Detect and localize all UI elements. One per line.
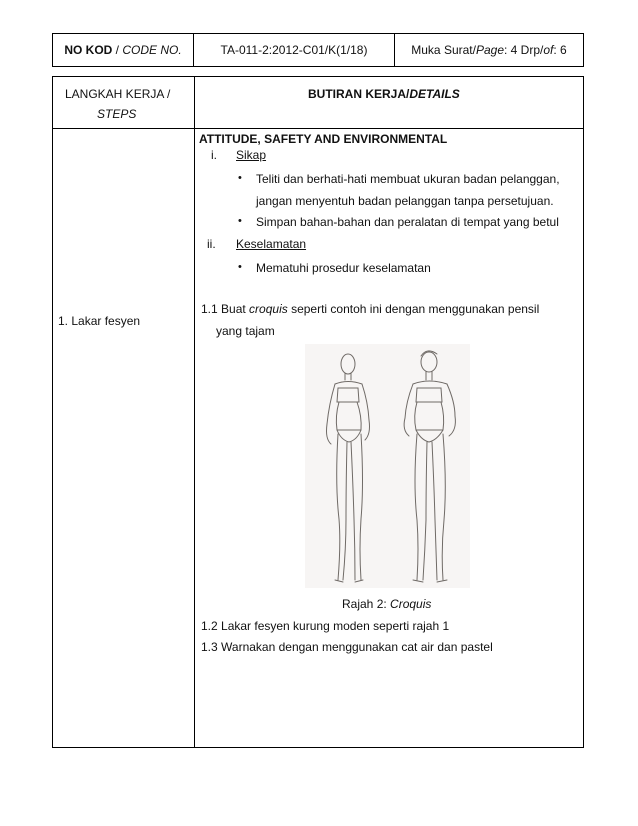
croquis-sketch bbox=[305, 344, 470, 588]
bullet-icon: • bbox=[238, 261, 242, 273]
sub-i-title: Sikap bbox=[236, 148, 267, 162]
sub-ii-title: Keselamatan bbox=[236, 237, 307, 251]
item-1-1-line2: yang tajam bbox=[216, 324, 275, 338]
croquis-figure-right bbox=[404, 351, 455, 582]
sub-ii-bullet1: Mematuhi prosedur keselamatan bbox=[256, 261, 431, 275]
col1-header-line1: LANGKAH KERJA / bbox=[65, 87, 171, 101]
croquis-figure-image bbox=[305, 344, 470, 588]
header-divider bbox=[53, 128, 583, 129]
document-header-table bbox=[52, 33, 584, 67]
item-1-3: 1.3 Warnakan dengan menggunakan cat air dan pastel bbox=[201, 640, 493, 654]
column-divider bbox=[194, 77, 195, 747]
code-value-cell bbox=[194, 34, 395, 66]
croquis-figure-left bbox=[327, 354, 370, 582]
item-1-2: 1.2 Lakar fesyen kurung moden seperti rajah 1 bbox=[201, 619, 450, 633]
col2-header: BUTIRAN KERJA/DETAILS bbox=[308, 87, 460, 101]
code-value: TA-011-2:2012-C01/K(1/18) bbox=[220, 43, 368, 57]
sub-i-bullet1-line2: jangan menyentuh badan pelanggan tanpa persetujuan. bbox=[256, 194, 554, 208]
sub-i-bullet2: Simpan bahan-bahan dan peralatan di tempat yang betul bbox=[256, 215, 559, 229]
page-number-cell: Muka Surat/ Page : 4 Drp/ of : 6 bbox=[411, 43, 567, 57]
section-title: ATTITUDE, SAFETY AND ENVIRONMENTAL bbox=[199, 132, 448, 146]
bullet-icon: • bbox=[238, 215, 242, 227]
sub-i-number: i. bbox=[211, 148, 217, 162]
code-label-cell: NO KOD / CODE NO. bbox=[53, 34, 194, 66]
item-1-1-line1: 1.1 Buat croquis seperti contoh ini dengan menggunakan pensil bbox=[201, 302, 540, 316]
figure-caption: Rajah 2: Croquis bbox=[342, 597, 432, 611]
sub-i-bullet1-line1: Teliti dan berhati-hati membuat ukuran badan pelanggan, bbox=[256, 172, 560, 186]
bullet-icon: • bbox=[238, 172, 242, 184]
step-label: 1. Lakar fesyen bbox=[58, 314, 141, 328]
col1-header-line2: STEPS bbox=[97, 107, 137, 121]
sub-ii-number: ii. bbox=[207, 237, 216, 251]
